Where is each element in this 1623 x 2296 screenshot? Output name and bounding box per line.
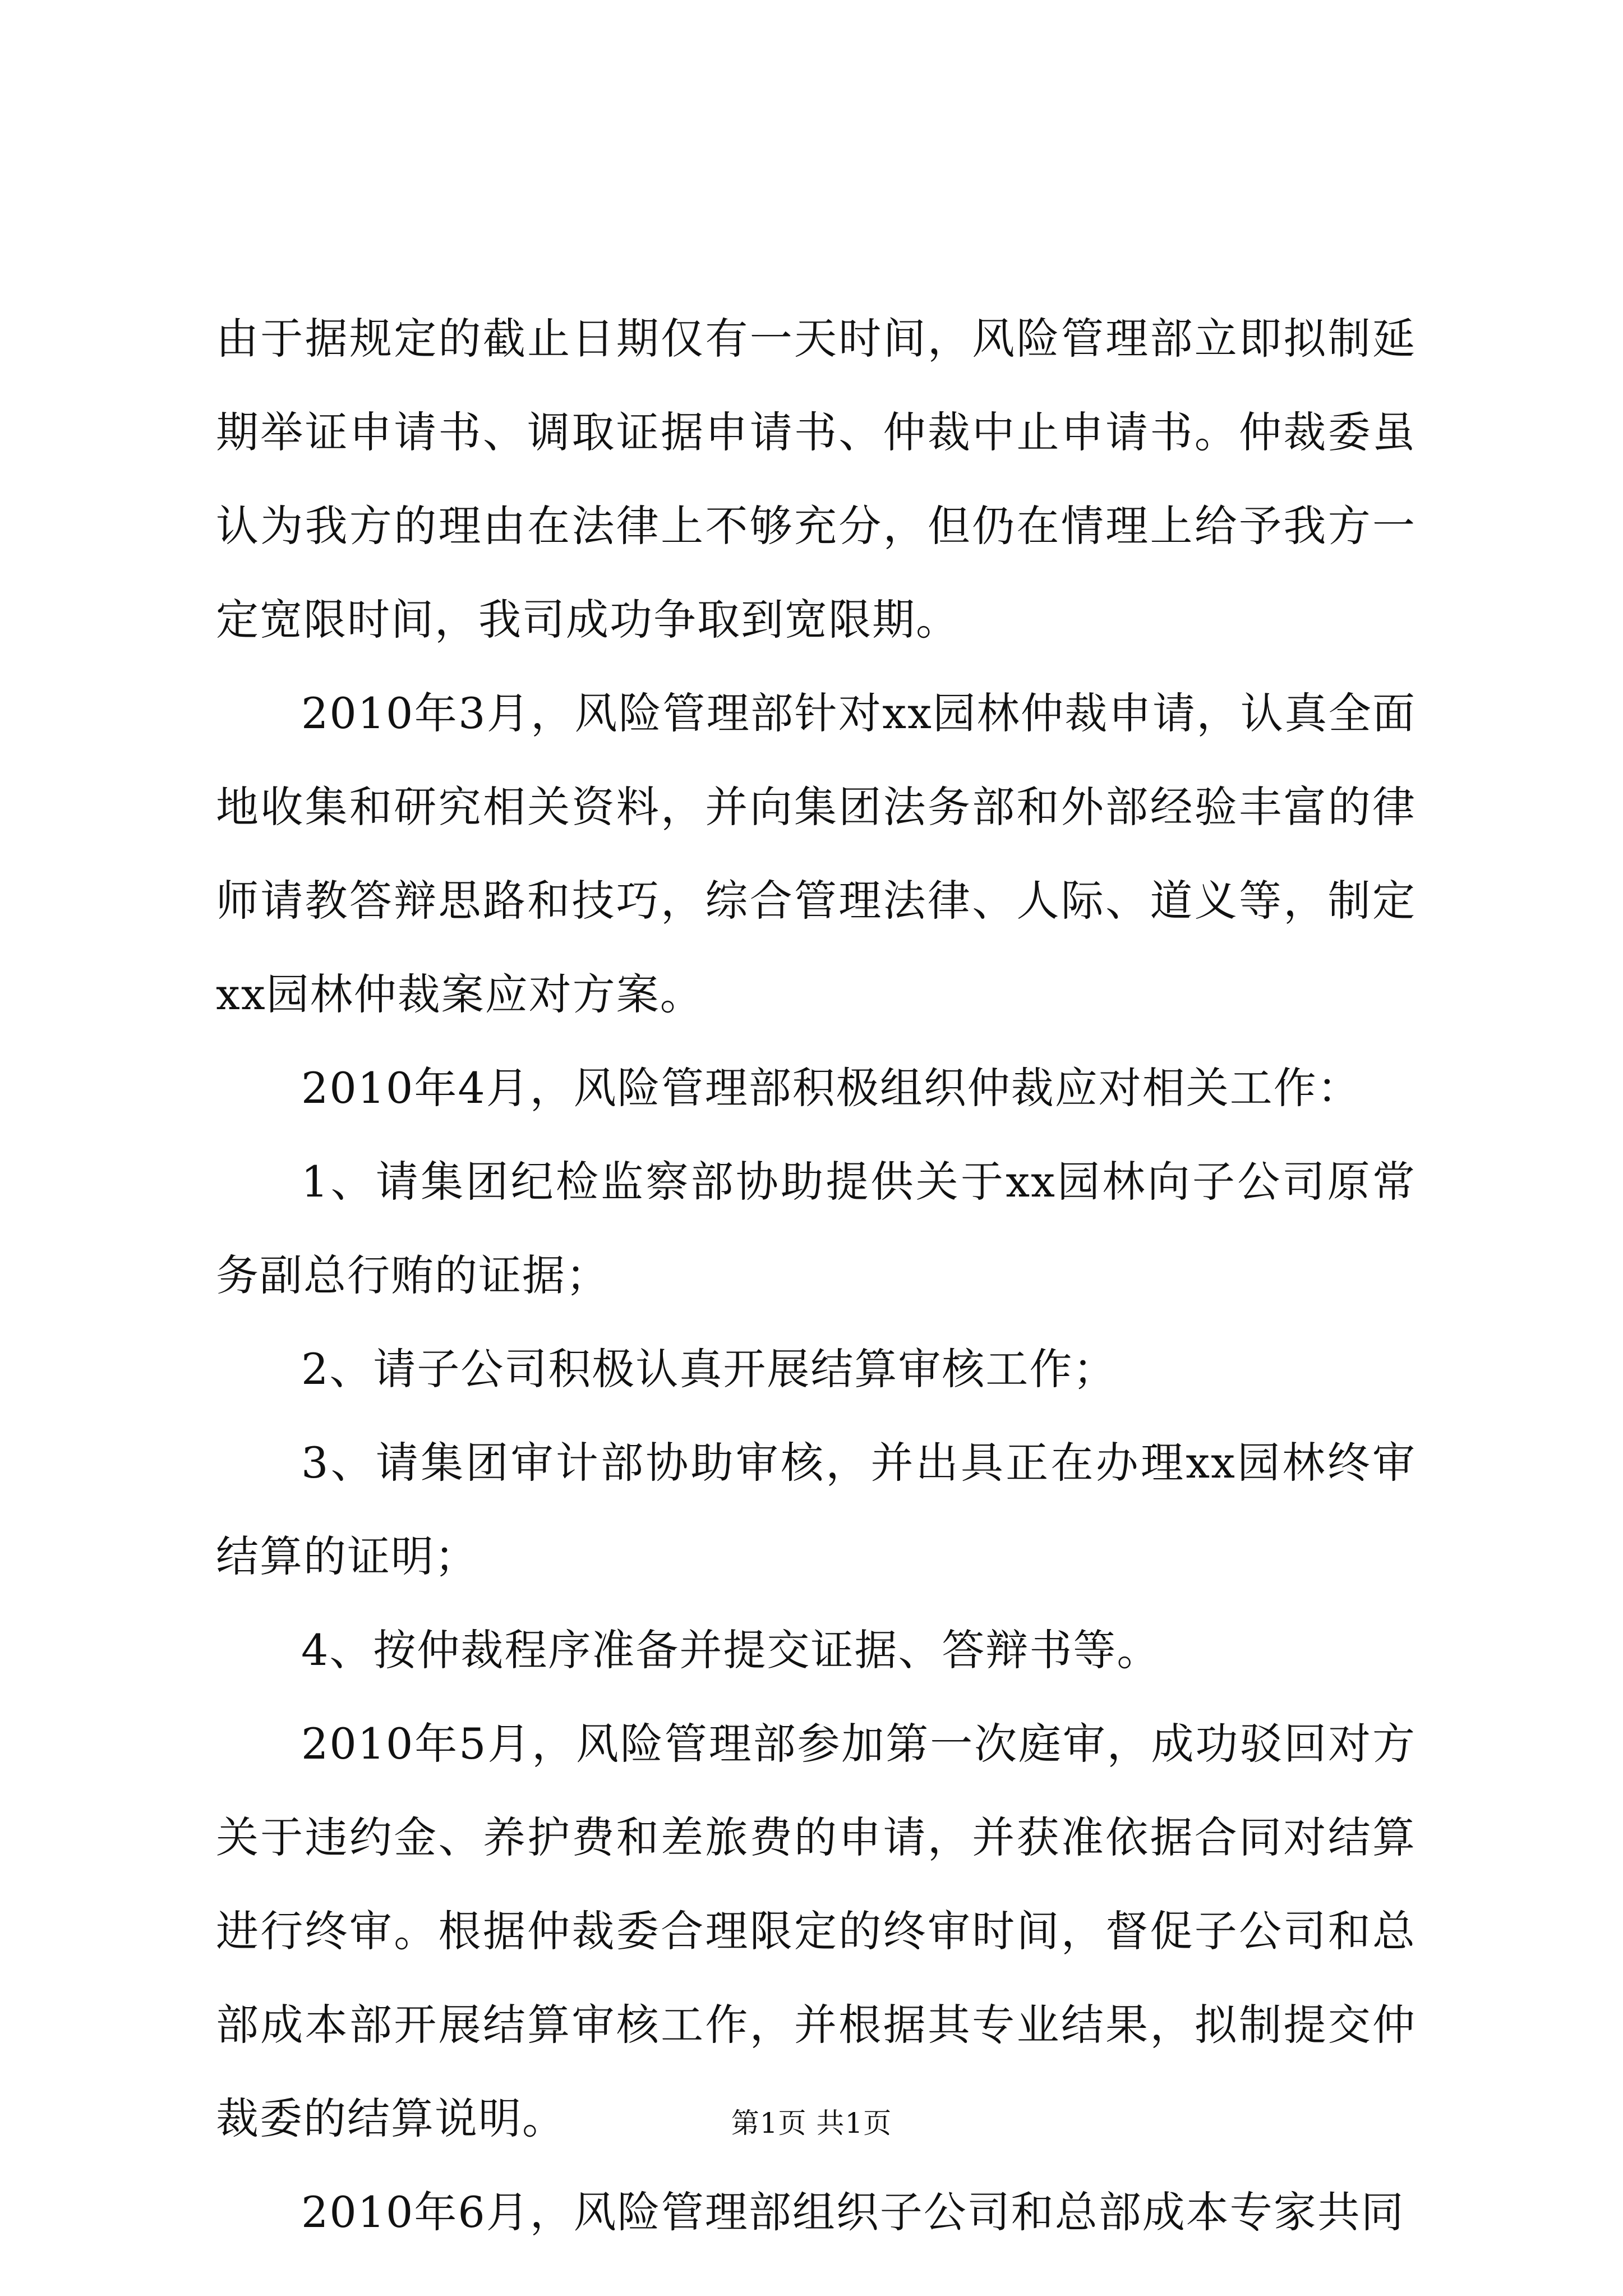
- paragraph-march-2010: 2010年3月，风险管理部针对xx园林仲裁申请，认真全面地收集和研究相关资料，并向集团法务部和外部经验丰富的律师请教答辩思路和技巧，综合管理法律、人际、道义等，制定xx园林仲裁案应对方案。: [216, 688, 1416, 1019]
- paragraph-may-2010: 2010年5月，风险管理部参加第一次庭审，成功驳回对方关于违约金、养护费和差旅费的申请，并获准依据合同对结算进行终审。根据仲裁委合理限定的终审时间，督促子公司和总部成本部开展结算审核工作，并根据其专业结果，拟制提交仲裁委的结算说明。: [216, 1719, 1416, 2143]
- list-item-3: 3、请集团审计部协助审核，并出具正在办理xx园林终审结算的证明；: [216, 1438, 1416, 1581]
- paragraph-continuation: 由于据规定的截止日期仅有一天时间，风险管理部立即拟制延期举证申请书、调取证据申请书、仲裁中止申请书。仲裁委虽认为我方的理由在法律上不够充分，但仍在情理上给予我方一定宽限时间，我司成功争取到宽限期。: [216, 314, 1416, 645]
- list-item-2: 2、请子公司积极认真开展结算审核工作；: [301, 1344, 1117, 1394]
- list-item-4: 4、按仲裁程序准备并提交证据、答辩书等。: [301, 1625, 1161, 1675]
- document-body: [216, 292, 1416, 2259]
- list-item-1: 1、请集团纪检监察部协助提供关于xx园林向子公司原常务副总行贿的证据；: [216, 1157, 1416, 1300]
- paragraph-april-2010: 2010年4月，风险管理部积极组织仲裁应对相关工作：: [301, 1063, 1361, 1113]
- paragraph-june-2010: 2010年6月，风险管理部组织子公司和总部成本专家共同: [301, 2187, 1405, 2237]
- page-footer: 第1页 共1页: [731, 2107, 892, 2139]
